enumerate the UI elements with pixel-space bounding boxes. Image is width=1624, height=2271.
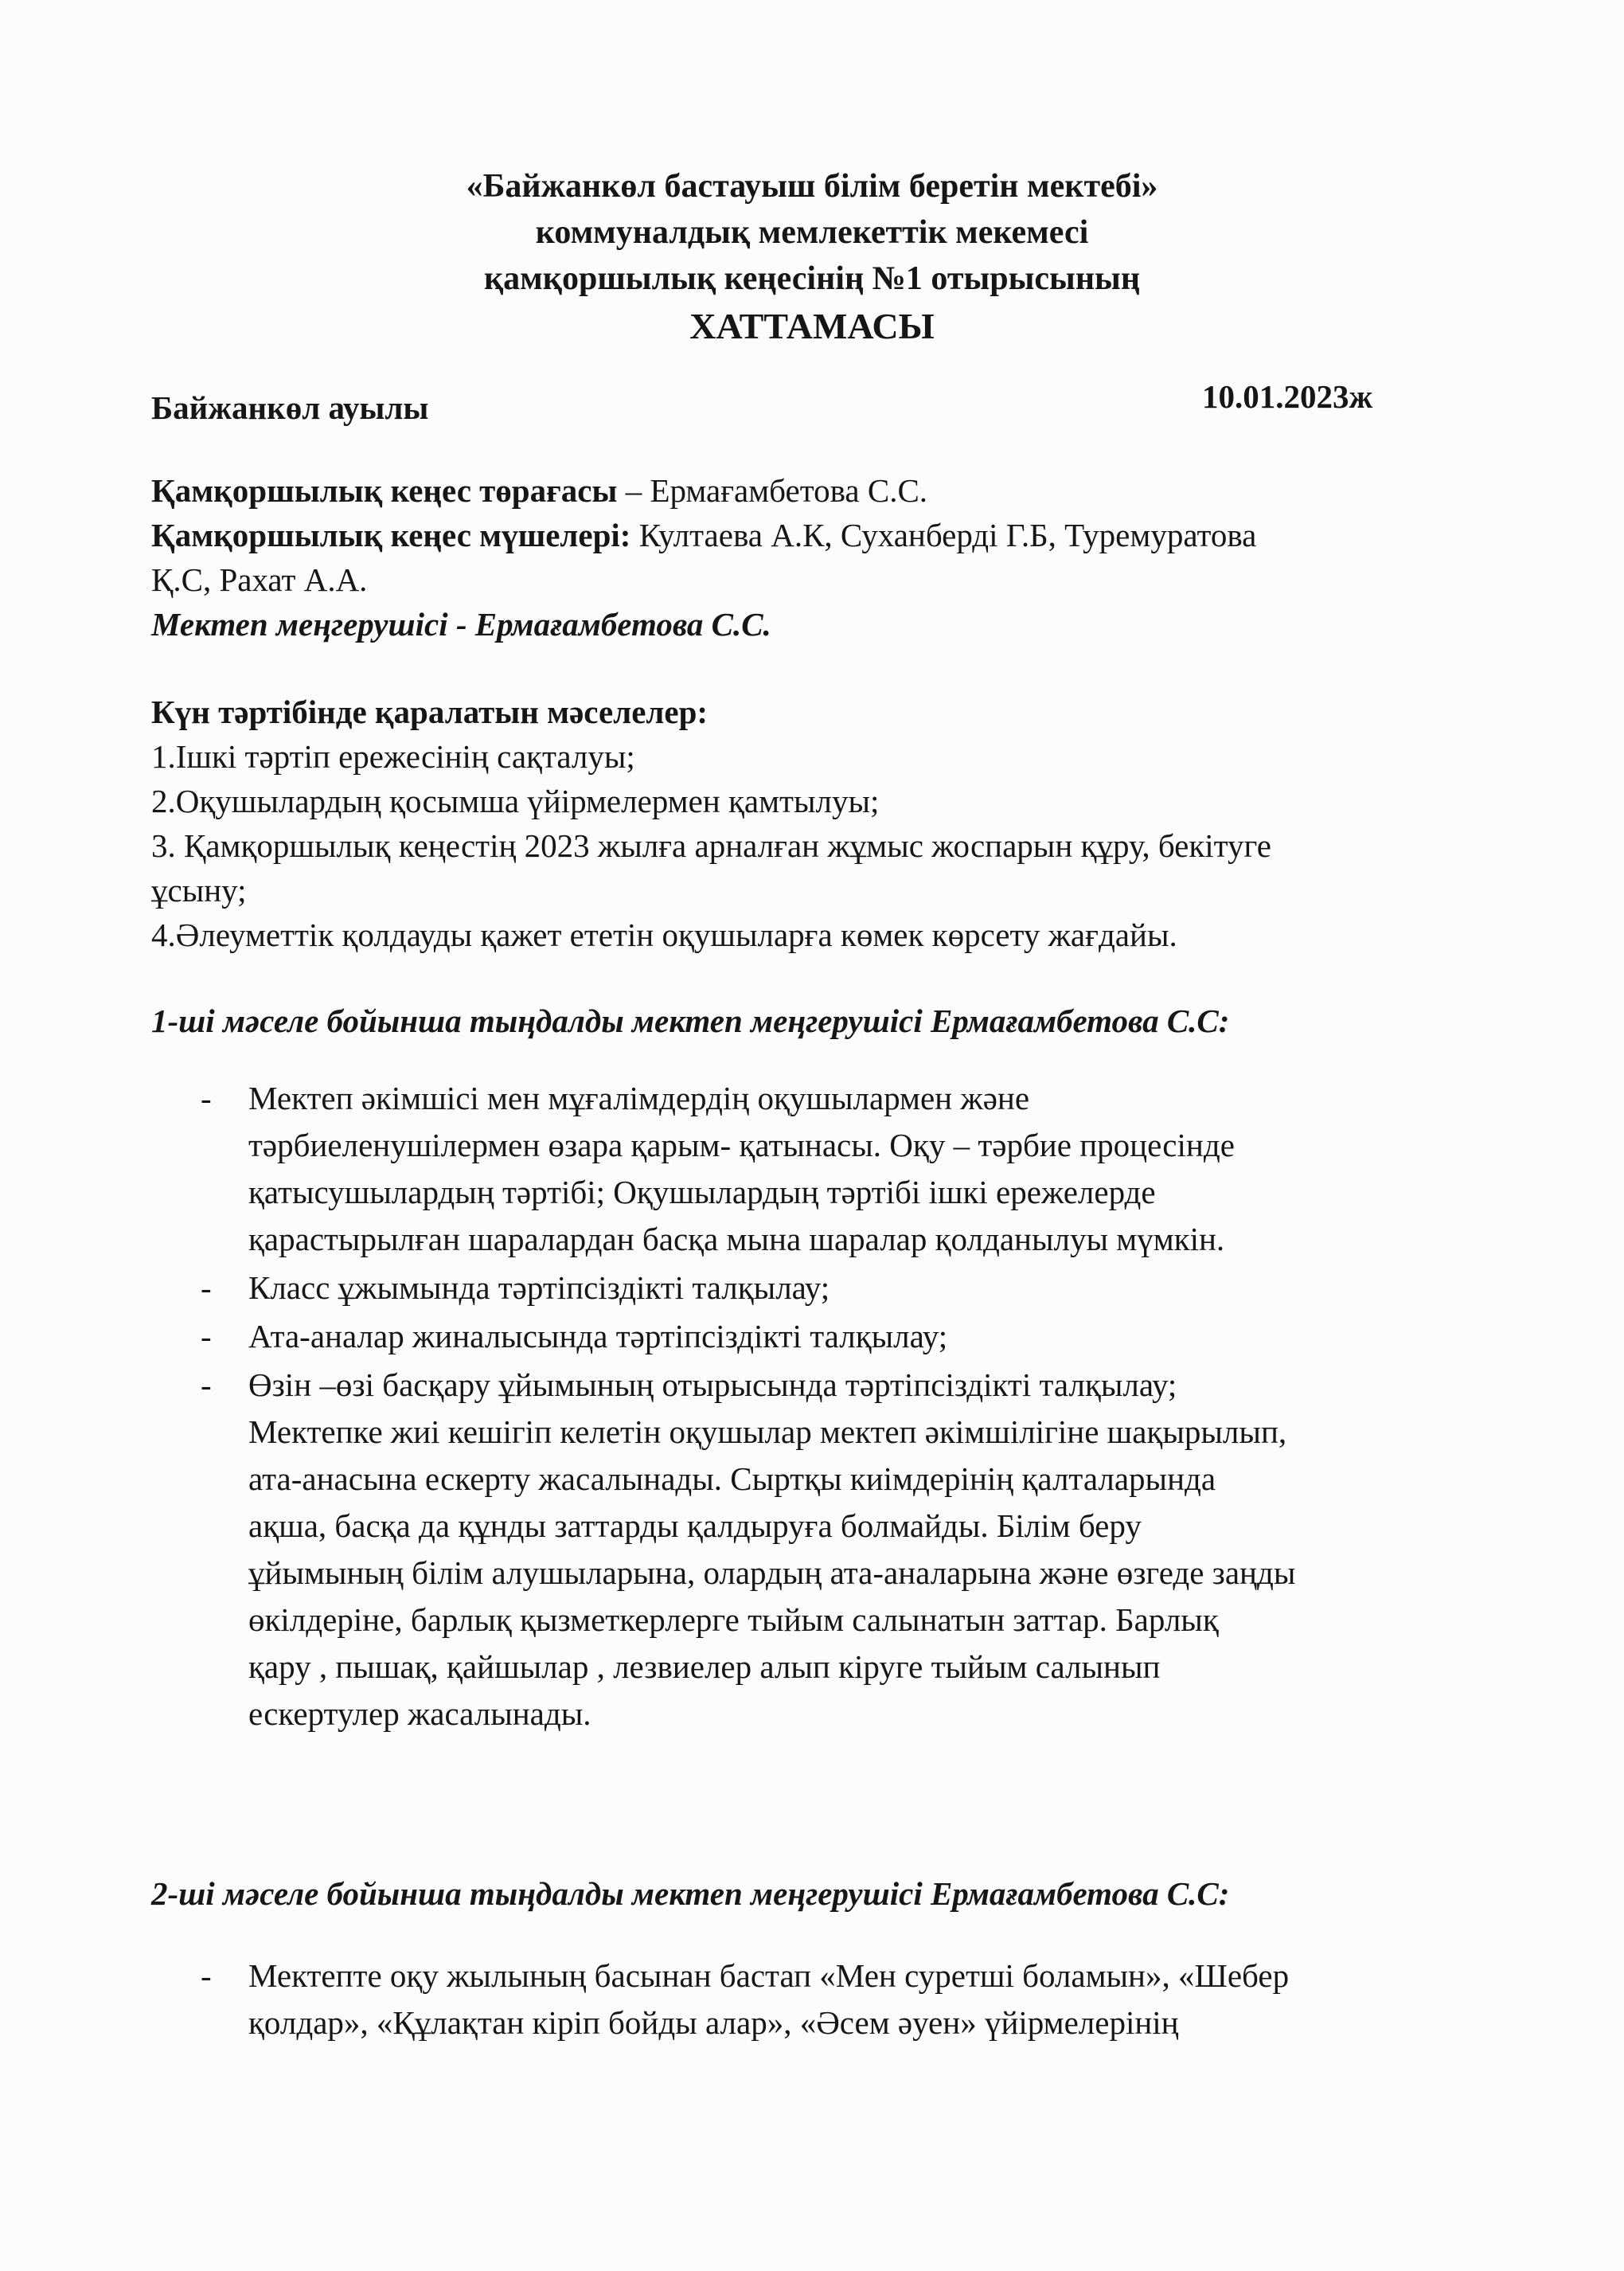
members-line xyxy=(151,513,1481,557)
bullet-dash: - xyxy=(201,1269,212,1306)
list-item-text: қолдар», «Құлақтан кіріп бойды алар», «Әсем әуен» үйірмелерінің xyxy=(248,2004,1179,2041)
bullet-dash: - xyxy=(201,1366,212,1403)
list-item-text: ұйымының білім алушыларына, олардың ата-аналарына және өзгеде заңды xyxy=(248,1554,1296,1591)
issue-2-list xyxy=(151,1952,1505,2046)
agenda-item-3-continued: ұсыну; xyxy=(151,872,247,909)
list-item xyxy=(151,1264,1505,1311)
list-item xyxy=(151,1313,1505,1360)
bullet-dash: - xyxy=(201,1080,212,1116)
document-title: ХАТТАМАСЫ xyxy=(689,306,935,346)
issue-1-list xyxy=(151,1075,1505,1737)
list-item-text: тәрбиеленушілермен өзара қарым- қатынасы. Оқу – тәрбие процесінде xyxy=(248,1127,1235,1163)
members-line-continued: Қ.С, Рахат А.А. xyxy=(151,561,368,598)
agenda-title: Күн тәртібінде қаралатын мәселелер: xyxy=(151,694,709,730)
header-meeting-title: қамқоршылық кеңесінің №1 отырысының xyxy=(483,260,1141,297)
list-item xyxy=(151,1952,1505,2046)
list-item-text: ескертулер жасалынады. xyxy=(248,1695,591,1732)
list-item-text: Мектеп әкімшісі мен мұғалімдердің оқушылармен және xyxy=(248,1080,1030,1116)
chair-value: – Ермағамбетова С.С. xyxy=(617,472,928,509)
list-item-text: ата-анасына ескерту жасалынады. Сыртқы киімдерінің қалталарында xyxy=(248,1460,1216,1497)
list-item-text: Мектепте оқу жылының басынан бастап «Мен суретші боламын», «Шебер xyxy=(248,1957,1290,1994)
meeting-place: Байжанкөл ауылы xyxy=(151,389,429,426)
list-item-text: қарастырылған шаралардан басқа мына шаралар қолданылуы мүмкін. xyxy=(248,1221,1225,1257)
agenda-item-4: 4.Әлеуметтік қолдауды қажет ететін оқушыларға көмек көрсету жағдайы. xyxy=(151,917,1177,953)
chair-label: Қамқоршылық кеңес төрағасы xyxy=(151,472,618,509)
header-institution-name: «Байжанкөл бастауыш білім беретін мектебі» xyxy=(466,168,1158,205)
list-item-text: Ата-аналар жиналысында тәртіпсіздікті талқылау; xyxy=(248,1318,948,1354)
council-members-block xyxy=(151,468,1481,647)
agenda-item-2: 2.Оқушылардың қосымша үйірмелермен қамтылуы; xyxy=(151,783,880,819)
bullet-dash: - xyxy=(201,1957,212,1994)
list-item xyxy=(151,1075,1505,1263)
members-value: Култаева А.К, Суханберді Г.Б, Туремуратова xyxy=(630,517,1257,553)
header-institution-type: коммуналдық мемлекеттік мекемесі xyxy=(535,214,1089,251)
issue-1-heading: 1-ші мәселе бойынша тыңдалды мектеп меңгерушісі Ермағамбетова С.С: xyxy=(151,1003,1230,1039)
bullet-dash: - xyxy=(201,1318,212,1354)
chair-line xyxy=(151,468,1481,513)
members-label: Қамқоршылық кеңес мүшелері: xyxy=(151,517,631,553)
agenda-block xyxy=(151,690,1481,957)
list-item-text: Өзін –өзі басқару ұйымының отырысында тәртіпсіздікті талқылау; xyxy=(248,1366,1177,1403)
list-item-text: қару , пышақ, қайшылар , лезвиелер алып кіруге тыйым салынып xyxy=(248,1648,1161,1685)
agenda-item-3: 3. Қамқоршылық кеңестің 2023 жылға арналған жұмыс жоспарын құру, бекітуге xyxy=(151,827,1271,864)
school-head-line: Мектеп меңгерушісі - Ермағамбетова С.С. xyxy=(151,606,771,643)
issue-2-heading: 2-ші мәселе бойынша тыңдалды мектеп меңгерушісі Ермағамбетова С.С: xyxy=(151,1875,1230,1912)
document-header xyxy=(0,163,1624,351)
list-item xyxy=(151,1362,1505,1737)
list-item-text: қатысушылардың тәртібі; Оқушылардың тәртібі ішкі ережелерде xyxy=(248,1174,1156,1210)
meeting-date: 10.01.2023ж xyxy=(1202,378,1373,415)
list-item-text: Класс ұжымында тәртіпсіздікті талқылау; xyxy=(248,1269,830,1306)
list-item-text: ақша, басқа да құнды заттарды қалдыруға болмайды. Білім беру xyxy=(248,1507,1142,1544)
list-item-text: Мектепке жиі кешігіп келетін оқушылар мектеп әкімшілігіне шақырылып, xyxy=(248,1413,1287,1450)
list-item-text: өкілдеріне, барлық қызметкерлерге тыйым салынатын заттар. Барлық xyxy=(248,1601,1219,1638)
agenda-item-1: 1.Ішкі тәртіп ережесінің сақталуы; xyxy=(151,738,635,775)
